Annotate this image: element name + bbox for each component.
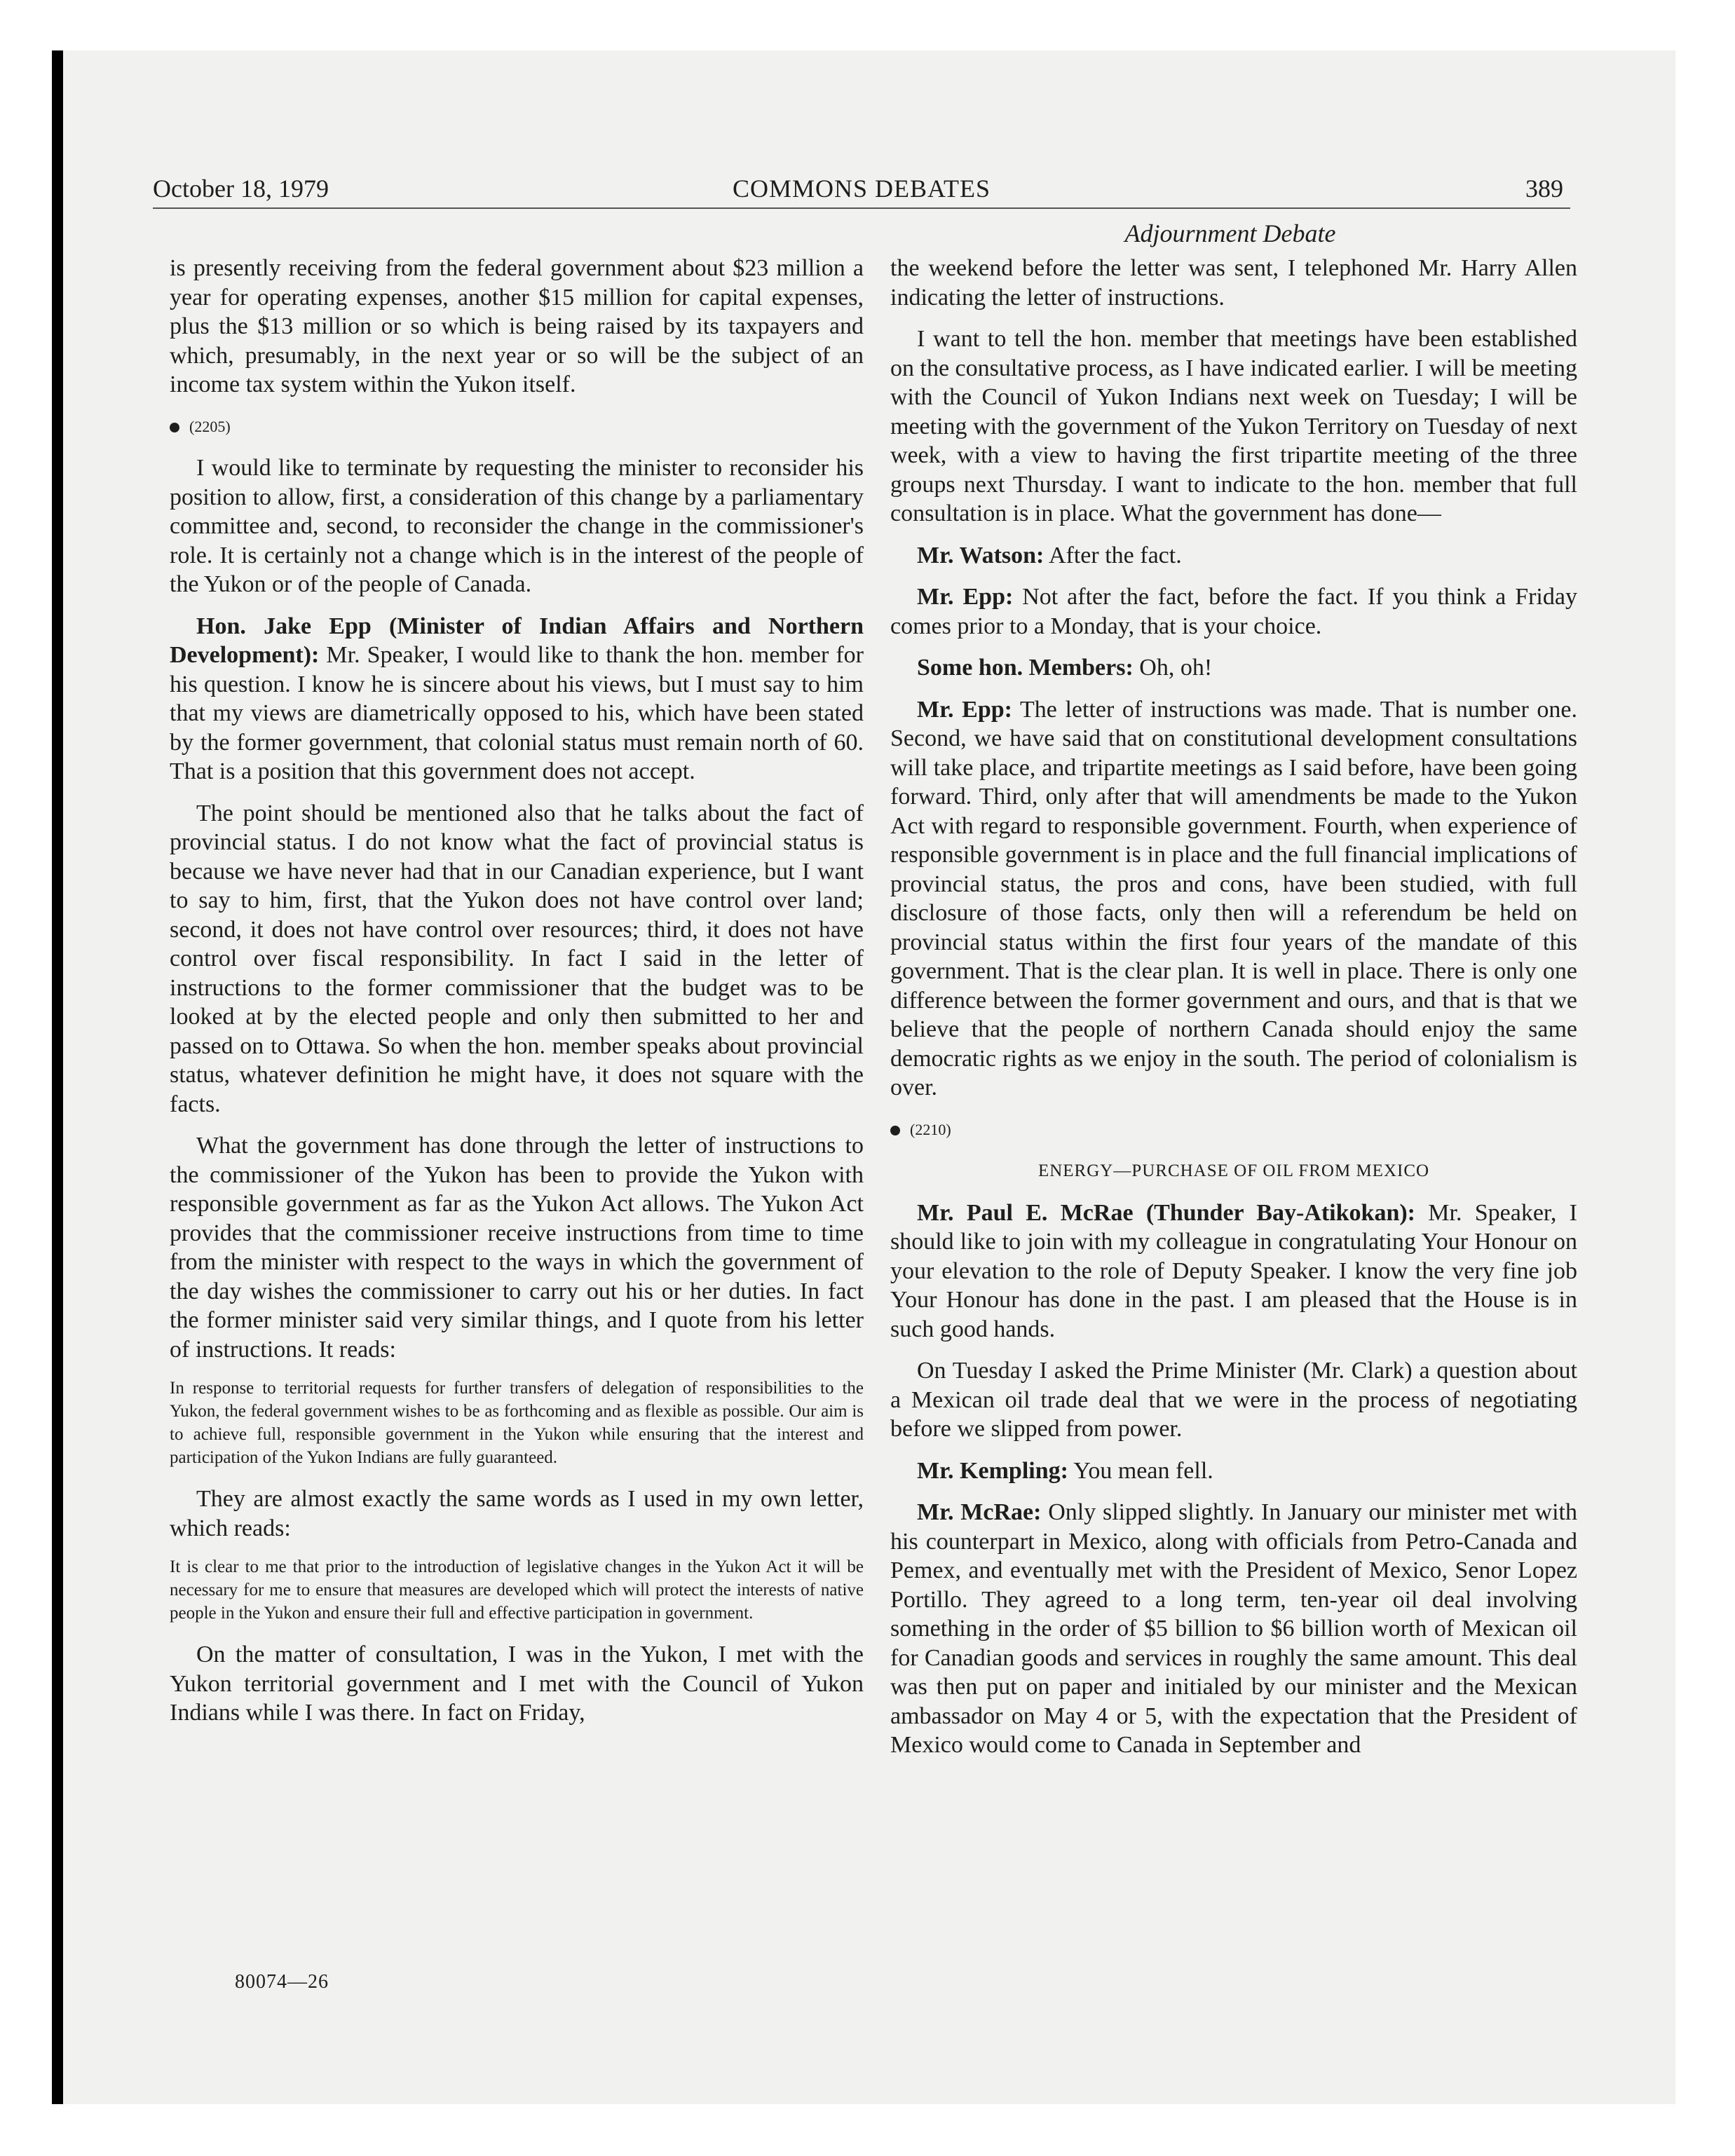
speaker-name: Mr. Epp:	[917, 696, 1012, 723]
section-heading: ENERGY—PURCHASE OF OIL FROM MEXICO	[1037, 1161, 1430, 1180]
paragraph: What the government has done through the letter of instructions to the commissioner of the Yukon has been to provide the Yukon with responsible government as far as the Yukon Act allows. The Yukon Act provides that the commissioner receive instructions from time to time from the minister with respect to the ways in which the government of the day wishes the commissioner to carry out his or her duties. In fact the former minister said very similar things, and I quote from his letter of instructions. It reads:	[170, 1133, 864, 1363]
speech-text: After the fact.	[1044, 542, 1182, 568]
time-marker	[170, 412, 864, 442]
page-header	[153, 165, 1570, 209]
speech-paragraph	[890, 582, 1577, 641]
speaker-name: Mr. McRae:	[917, 1499, 1042, 1525]
speech-text: Mr. Speaker, I should like to join with my colleague in congratulating Your Honour on your elevation to the role of Deputy Speaker. I know the very fine job Your Honour has done in the past. I am pleased that the House is in such good hands.	[890, 1199, 1577, 1342]
time-marker-label: (2210)	[910, 1120, 951, 1138]
right-column	[890, 254, 1577, 1773]
speech-paragraph	[170, 612, 864, 786]
time-marker	[890, 1115, 1577, 1145]
speaker-name: Mr. Epp:	[917, 584, 1014, 610]
paragraph: The point should be mentioned also that he talks about the fact of provincial status. I do not know what the fact of provincial status is because we have never had that in our Canadian experience, but I want to say to him, first, that the Yukon does not have control over land; second, it does not have control over resources; third, it does not have control over fiscal responsibility. In fact I said in the letter of instructions to the former commissioner that the budget was to be looked at by the elected people and only then submitted to her and passed on to Ottawa. So when the hon. member speaks about provincial status, whatever definition he might have, it does not square with the facts.	[170, 800, 864, 1117]
paragraph: the weekend before the letter was sent, I telephoned Mr. Harry Allen indicating the letter of instructions.	[890, 255, 1577, 311]
scan-edge-bar	[52, 50, 63, 2104]
speech-text: You mean fell.	[1068, 1457, 1213, 1484]
paragraph: I want to tell the hon. member that meetings have been established on the consultative process, as I have indicated earlier. I will be meeting with the Council of Yukon Indians next week on Tuesday; I will be meeting with the government of the Yukon Territory on Tuesday of next week, with a view to having the first tripartite meeting of the three groups next Thursday. I want to indicate to the hon. member that full consultation is in place. What the government has done—	[890, 326, 1577, 526]
page-number: 389	[1525, 175, 1563, 203]
header-date: October 18, 1979	[153, 175, 329, 203]
speech-text: The letter of instructions was made. That is number one. Second, we have said that on constitutional development consultations will take place, and tripartite meetings as I said before, have been going forward. Third, only after that will amendments be made to the Yukon Act with regard to responsible government. Fourth, when experience of responsible government is in place and the full financial implications of provincial status, the pros and cons, have been studied, with full disclosure of those facts, only then will a referendum be held on provincial status within the first four years of the mandate of this government. That is the clear plan. It is well in place. There is only one difference between the former government and ours, and that is that we believe that the people of northern Canada should enjoy the same democratic rights as we enjoy in the south. The period of colonialism is over.	[890, 696, 1577, 1100]
time-marker-label: (2205)	[189, 417, 231, 435]
speaker-name: Some hon. Members:	[917, 655, 1134, 681]
block-quote: It is clear to me that prior to the introduction of legislative changes in the Yukon Act it will be necessary for me to ensure that measures are developed which will protect the interests of native people in the Yukon and ensure their full and effective participation in government.	[170, 1557, 864, 1623]
bullet-dot-icon	[890, 1126, 900, 1135]
speech-text: Not after the fact, before the fact. If you think a Friday comes prior to a Monday, that is your choice.	[890, 584, 1577, 639]
paragraph: On the matter of consultation, I was in the Yukon, I met with the Yukon territorial government and I met with the Council of Yukon Indians while I was there. In fact on Friday,	[170, 1642, 864, 1726]
speech-text: Oh, oh!	[1133, 655, 1213, 681]
speech-text: Mr. Speaker, I would like to thank the hon. member for his question. I know he is sincere about his views, but I must say to him that my views are diametrically opposed to his, which have been stated by the former government, that colonial status must remain north of 60. That is a position that this government does not accept.	[170, 642, 864, 784]
footer-code: 80074—26	[235, 1971, 329, 1993]
paragraph: On Tuesday I asked the Prime Minister (Mr. Clark) a question about a Mexican oil trade deal that we were in the process of negotiating before we slipped from power.	[890, 1358, 1577, 1442]
speech-paragraph	[890, 653, 1577, 683]
paragraph: They are almost exactly the same words as I used in my own letter, which reads:	[170, 1486, 864, 1541]
paragraph: is presently receiving from the federal government about $23 million a year for operating expenses, another $15 million for capital expenses, plus the $13 million or so which is being raised by its taxpayers and which, presumably, in the next year or so will be the subject of an income tax system within the Yukon itself.	[170, 255, 864, 397]
speech-text: Only slipped slightly. In January our minister met with his counterpart in Mexico, along with officials from Petro-Canada and Pemex, and eventually met with the President of Mexico, Senor Lopez Portillo. They agreed to a long term, ten-year oil deal involving something in the order of $5 billion to $6 billion worth of Mexican oil for Canadian goods and services in roughly the same amount. This deal was then put on paper and initialed by our minister and the Mexican ambassador on May 4 or 5, with the expectation that the President of Mexico would come to Canada in September and	[890, 1499, 1577, 1758]
speech-paragraph	[890, 695, 1577, 1103]
speaker-name: Mr. Watson:	[917, 542, 1045, 568]
speech-paragraph	[890, 1199, 1577, 1344]
speech-paragraph	[890, 541, 1577, 571]
speaker-name: Mr. Kempling:	[917, 1457, 1068, 1484]
speech-paragraph	[890, 1498, 1577, 1760]
speech-paragraph	[890, 1456, 1577, 1486]
running-head: Adjournment Debate	[1124, 219, 1336, 247]
speaker-name: Mr. Paul E. McRae (Thunder Bay-Atikokan):	[917, 1199, 1415, 1226]
paragraph: I would like to terminate by requesting the minister to reconsider his position to allow, first, a consideration of this change by a parliamentary committee and, second, to reconsider the change in the commissioner's role. It is certainly not a change which is in the interest of the people of the Yukon or of the people of Canada.	[170, 455, 864, 597]
header-title: COMMONS DEBATES	[732, 175, 991, 203]
bullet-dot-icon	[170, 423, 179, 432]
left-column	[170, 254, 864, 1740]
speaker-name: Hon. Jake Epp (Minister of Indian Affairs and Northern Development):	[170, 613, 864, 668]
block-quote: In response to territorial requests for further transfers of delegation of responsibilities to the Yukon, the federal government wishes to be as forthcoming and as flexible as possible. Our aim is to achieve full, responsible government in the Yukon while ensuring that the interest and participation of the Yukon Indians are fully guaranteed.	[170, 1379, 864, 1467]
